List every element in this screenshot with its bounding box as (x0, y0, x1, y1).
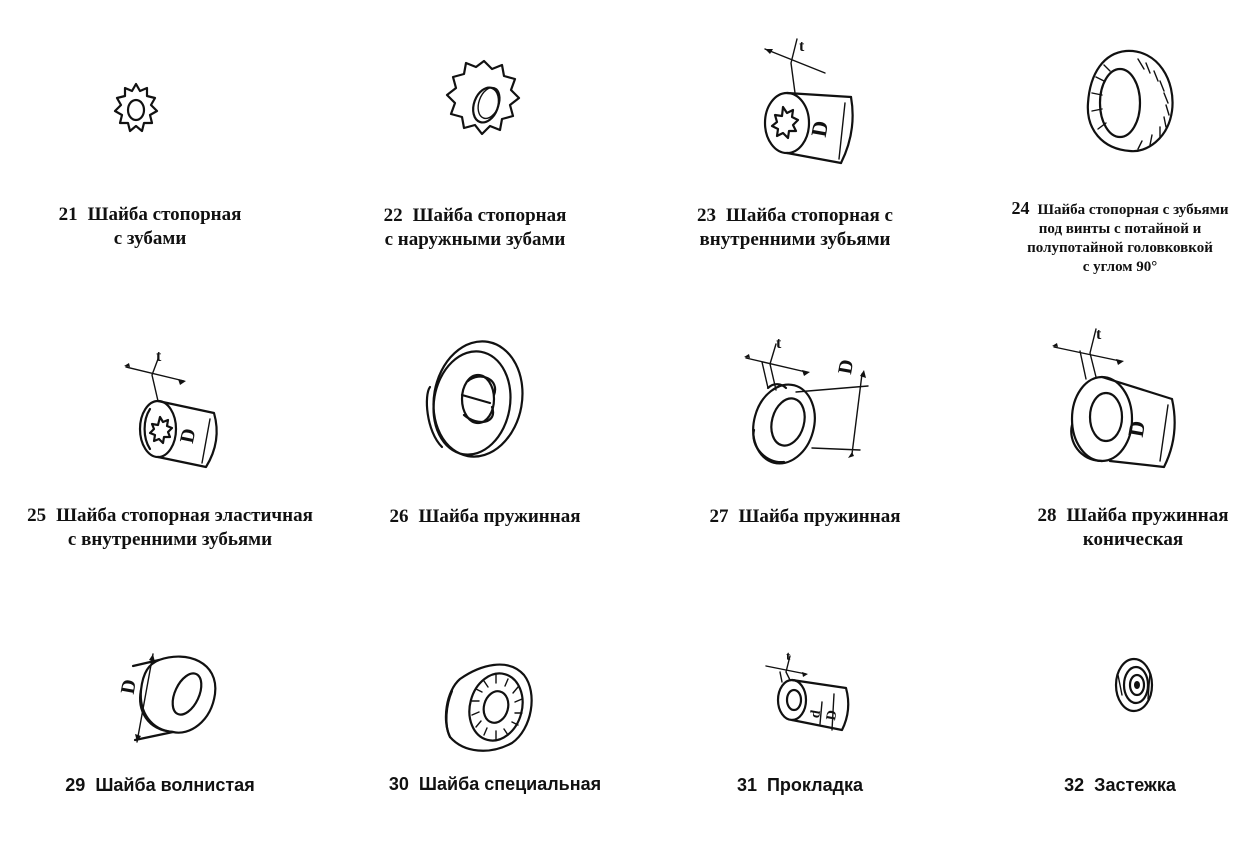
caption-23: 23 Шайба стопорная с внутренними зубьями (696, 205, 893, 250)
caption-31: 31 Прокладка (736, 775, 864, 795)
lock-washer-external-teeth-icon (440, 55, 530, 155)
dim-t-label-28: t (1096, 326, 1102, 343)
dim-small-d-label: d (808, 709, 825, 720)
dim-t-label: t (799, 38, 805, 55)
lock-washer-teeth-icon (110, 80, 160, 140)
caption-24: 24 Шайба стопорная с зубьями под винты с потайной и полупотайной головковкой с углом 90° (1011, 198, 1229, 275)
dim-d-label-27: D (834, 357, 859, 376)
caption-28: 28 Шайба пружинная коническая (1037, 505, 1229, 550)
figure-24 (1080, 45, 1180, 155)
caption-26: 26 Шайба пружинная (389, 506, 581, 527)
special-washer-icon (440, 655, 540, 755)
wave-washer-icon (115, 650, 225, 750)
figure-28 (1050, 325, 1190, 475)
caption-27: 27 Шайба пружинная (709, 506, 901, 527)
caption-21: 21 Шайба стопорная с зубами (58, 204, 242, 249)
caption-25: 25 Шайба стопорная эластичная с внутренними зубьями (27, 505, 313, 550)
figure-29 (115, 650, 225, 750)
spring-washer-icon (420, 335, 530, 465)
split-spring-washer-icon (740, 330, 880, 470)
elastic-lock-washer-icon (120, 345, 220, 475)
dim-t-label-25: t (156, 348, 162, 365)
gasket-icon (760, 650, 860, 740)
dim-d-label: D (805, 118, 834, 139)
figure-27 (740, 330, 880, 470)
figure-32 (1110, 655, 1160, 715)
caption-29: 29 Шайба волнистая (65, 775, 255, 795)
caption-30: 30 Шайба специальная (388, 774, 602, 794)
figure-22 (440, 55, 530, 155)
fastener-clip-icon (1110, 655, 1160, 715)
figure-31 (760, 650, 860, 740)
dim-d-label-31: D (824, 709, 841, 722)
figure-25 (120, 345, 220, 475)
figure-26 (420, 335, 530, 465)
dim-d-label-28: D (1122, 418, 1151, 439)
dim-t-label-31: t (786, 648, 791, 663)
caption-22: 22 Шайба стопорная с наружными зубами (383, 205, 567, 250)
dim-d-label-25: D (175, 426, 201, 446)
conical-spring-washer-icon (1050, 325, 1190, 475)
dim-t-label-27: t (776, 335, 782, 352)
lock-washer-internal-teeth-icon (755, 35, 865, 175)
caption-32: 32 Застежка (1064, 775, 1176, 795)
figure-23 (755, 35, 865, 175)
dim-d-label-29: D (116, 677, 141, 696)
figure-21 (110, 80, 160, 140)
figure-30 (440, 655, 540, 755)
countersunk-lock-washer-icon (1080, 45, 1180, 155)
